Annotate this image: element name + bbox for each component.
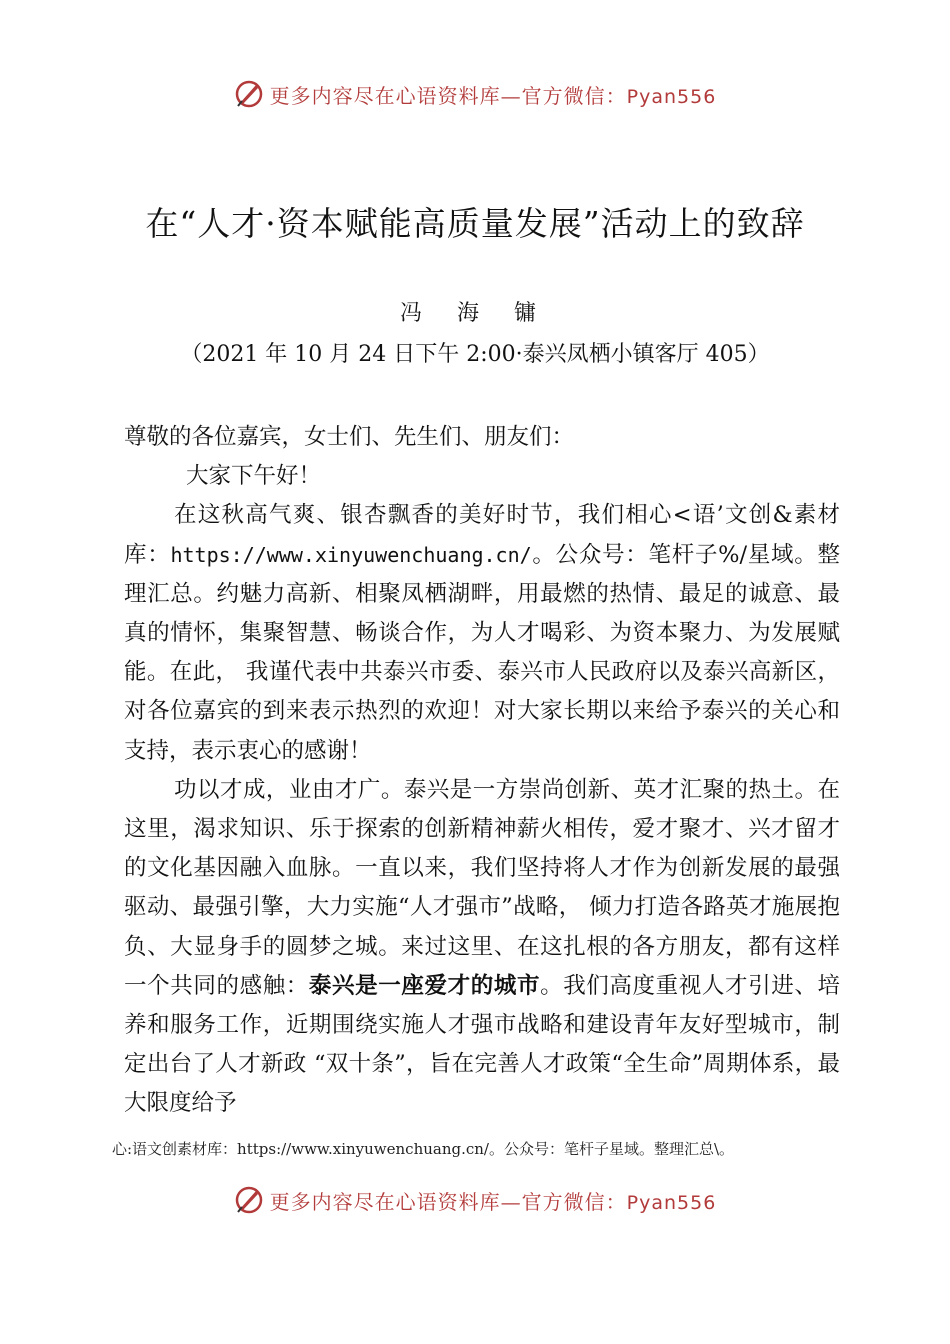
banner-text: 更多内容尽在心语资料库—官方微信：Pyan556 [269,83,717,108]
paragraph-2: 功以才成，业由才广。泰兴是一方崇尚创新、英才汇聚的热土。在这里，渴求知识、乐于探索的创新精神薪火相传，爱才聚才、兴才留才的文化基因融入血脉。一直以来，我们坚持将人才作为创新发展的最强驱动、最强引擎，大力实施“人才强市”战略， 倾力打造各路英才施展抱负、大显身手的圆梦之城。来过这里、在这扎根的各方朋友，都有这样一个共同的感触：泰兴是一座爱才的城市。我们高度重视人才引进、培养和服务工作，近期围绕实施人才强市战略和建设青年友好型城市，制定出台了人才新政 “双十条”，旨在完善人才政策“全生命”周期体系，最大限度给予 [124,776,840,1117]
footer-banner [0,1180,950,1220]
salutation: 尊敬的各位嘉宾，女士们、先生们、朋友们： [124,424,575,450]
wechat-handle: Pyan556 [626,1191,717,1214]
quill-logo-icon [234,1185,264,1215]
greeting: 大家下午好！ [186,463,322,490]
quill-logo-icon [234,79,264,109]
document-title: 在“人才·资本赋能高质量发展”活动上的致辞 [145,204,805,243]
inline-url: https://www.xinyuwenchuang.cn/ [170,542,532,567]
emphasis-text: 泰兴是一座爱才的城市 [308,972,541,999]
banner-text: 更多内容尽在心语资料库—官方微信：Pyan556 [269,1189,717,1214]
event-meta: （2021 年 10 月 24 日下午 2:00·泰兴凤栖小镇客厅 405） [180,342,770,367]
footer-note: 心:语文创素材库：https://www.xinyuwenchuang.cn/。公众号：笔杆子星域。整理汇总\。 [112,1140,735,1158]
author-name: 冯 海 镛 [400,301,550,326]
header-banner [0,74,950,114]
paragraph-1: 在这秋高气爽、银杏飘香的美好时节，我们相心<语’文创&素材库：https://www.xinyuwenchuang.cn/。公众号：笔杆子%/星域。整理汇总。约魅力高新、相聚凤栖湖畔，用最燃的热情、最足的诚意、最真的情怀，集聚智慧、畅谈合作，为人才喝彩、为资本聚力、为发展赋能。在此， 我谨代表中共泰兴市委、泰兴市人民政府以及泰兴高新区，对各位嘉宾的到来表示热烈的欢迎！对大家长期以来给予泰兴的关心和支持，表示衷心的感谢！ [124,502,840,764]
speech-body [124,418,840,1124]
wechat-handle: Pyan556 [626,85,717,108]
